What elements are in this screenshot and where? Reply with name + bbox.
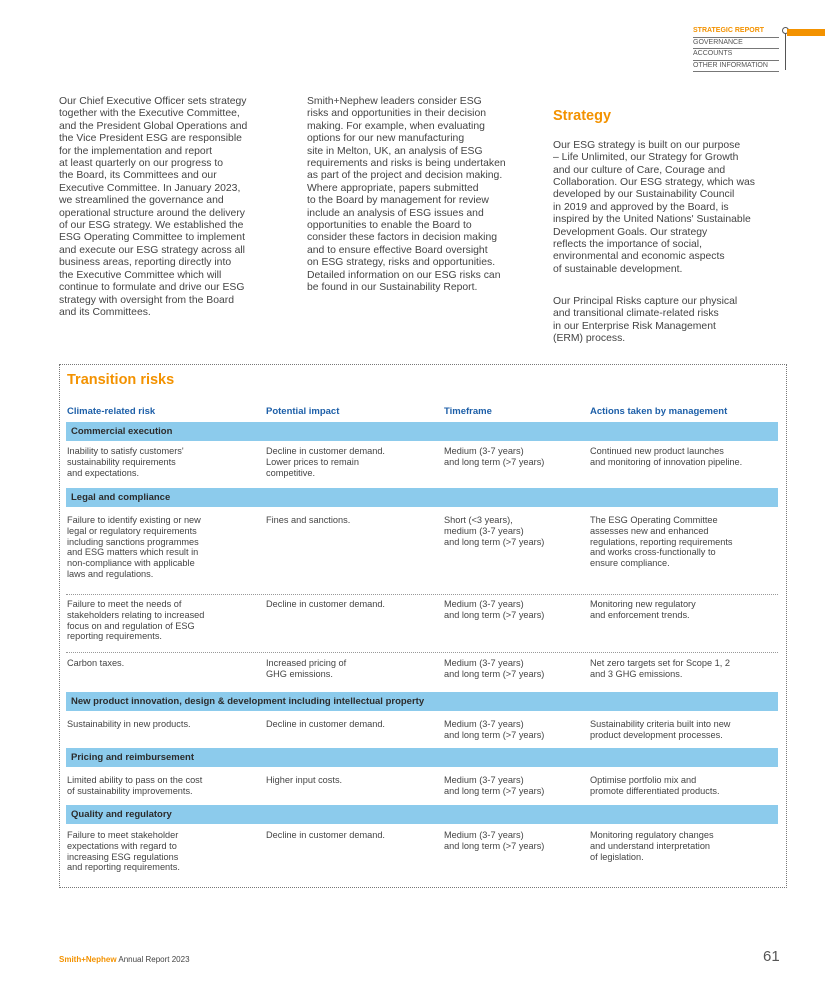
section-band xyxy=(66,422,778,441)
nav-item-accounts[interactable]: ACCOUNTS xyxy=(693,49,779,61)
table-cell-impact: Increased pricing of GHG emissions. xyxy=(266,658,347,679)
footer-report-title: Annual Report 2023 xyxy=(116,955,190,964)
header-climate-risk: Climate-related risk xyxy=(67,406,156,417)
nav-active-tab-icon xyxy=(787,29,825,36)
table-cell-risk: Failure to meet stakeholder expectations with regard to increasing ESG regulations and reporting requirements. xyxy=(67,830,180,873)
table-cell-timeframe: Medium (3-7 years) and long term (>7 years) xyxy=(444,775,545,796)
table-cell-action: Continued new product launches and monitoring of innovation pipeline. xyxy=(590,446,743,467)
strategy-paragraph-1: Our ESG strategy is built on our purpose – Life Unlimited, our Strategy for Growth and our culture of Care, Courage and Collaboration. Our ESG strategy, which was developed by our Sustainability Council in 2019 and approved by the Board, is inspired by the United Nations' Sustainable Development Goals. Our strategy reflects the importance of social, environmental and economic aspects of sustainable development. xyxy=(553,139,755,275)
footer-brand: Smith+Nephew xyxy=(59,955,117,964)
strategy-heading: Strategy xyxy=(553,108,612,125)
table-cell-impact: Fines and sanctions. xyxy=(266,515,351,525)
section-band xyxy=(66,488,778,507)
table-cell-action: Monitoring new regulatory and enforcement trends. xyxy=(590,599,696,620)
table-cell-risk: Limited ability to pass on the cost of sustainability improvements. xyxy=(67,775,203,796)
section-nav xyxy=(693,26,779,72)
header-potential-impact: Potential impact xyxy=(266,406,340,417)
table-cell-impact: Decline in customer demand. xyxy=(266,719,385,729)
table-cell-timeframe: Short (<3 years), medium (3-7 years) and long term (>7 years) xyxy=(444,515,545,547)
table-cell-impact: Higher input costs. xyxy=(266,775,343,785)
table-cell-action: Optimise portfolio mix and promote differentiated products. xyxy=(590,775,720,796)
section-band xyxy=(66,748,778,767)
header-timeframe: Timeframe xyxy=(444,406,492,417)
strategy-column xyxy=(553,96,783,365)
table-cell-action: Net zero targets set for Scope 1, 2 and 3 GHG emissions. xyxy=(590,658,730,679)
section-band xyxy=(66,692,778,711)
section-band xyxy=(66,805,778,824)
nav-item-governance[interactable]: GOVERNANCE xyxy=(693,38,779,50)
section-label: Legal and compliance xyxy=(71,492,171,503)
table-cell-action: The ESG Operating Committee assesses new and enhanced regulations, reporting requirements and works cross-functionally to ensure compliance. xyxy=(590,515,733,569)
intro-column-2: Smith+Nephew leaders consider ESG risks and opportunities in their decision making. For example, when evaluating options for our new manufacturing site in Melton, UK, an analysis of ESG requirements and risks is being undertaken as part of the project and decision making. Where appropriate, papers submitted to the Board by management for review include an analysis of ESG issues and opportunities to enable the Board to consider these factors in decision making and to ensure effective Board oversight on ESG strategy, risks and opportunities. Detailed information on our ESG risks can be found in our Sustainability Report. xyxy=(307,96,506,294)
table-cell-risk: Failure to identify existing or new legal or regulatory requirements including sanctions programmes and ESG matters which result in non-compliance with applicable laws and regulations. xyxy=(67,515,201,579)
table-cell-impact: Decline in customer demand. xyxy=(266,599,385,609)
nav-item-strategic-report[interactable]: STRATEGIC REPORT xyxy=(693,26,779,38)
section-label: New product innovation, design & development including intellectual property xyxy=(71,696,425,707)
section-label: Pricing and reimbursement xyxy=(71,752,195,763)
table-cell-timeframe: Medium (3-7 years) and long term (>7 years) xyxy=(444,599,545,620)
section-label: Commercial execution xyxy=(71,426,173,437)
table-cell-timeframe: Medium (3-7 years) and long term (>7 years) xyxy=(444,719,545,740)
table-cell-risk: Sustainability in new products. xyxy=(67,719,191,729)
table-cell-timeframe: Medium (3-7 years) and long term (>7 years) xyxy=(444,658,545,679)
row-divider xyxy=(66,594,778,595)
header-actions: Actions taken by management xyxy=(590,406,728,417)
section-label: Quality and regulatory xyxy=(71,809,172,820)
table-cell-action: Monitoring regulatory changes and understand interpretation of legislation. xyxy=(590,830,714,862)
table-cell-action: Sustainability criteria built into new product development processes. xyxy=(590,719,731,740)
nav-item-other-information[interactable]: OTHER INFORMATION xyxy=(693,61,779,73)
table-cell-timeframe: Medium (3-7 years) and long term (>7 years) xyxy=(444,446,545,467)
table-cell-risk: Inability to satisfy customers' sustainability requirements and expectations. xyxy=(67,446,184,478)
row-divider xyxy=(66,652,778,653)
intro-column-1: Our Chief Executive Officer sets strategy together with the Executive Committee, and the President Global Operations and the Vice President ESG are responsible for the implementation and report at least quarterly on our progress to the Board, its Committees and our Executive Committee. In January 2023, we streamlined the governance and operational structure around the delivery of our ESG strategy. We established the ESG Operating Committee to implement and execute our ESG strategy across all business areas, reporting directly into the Executive Committee which will continue to formulate and drive our ESG strategy with oversight from the Board and its Committees. xyxy=(59,96,248,318)
table-title: Transition risks xyxy=(67,372,175,388)
page-number: 61 xyxy=(763,948,780,965)
table-cell-risk: Carbon taxes. xyxy=(67,658,125,668)
table-cell-timeframe: Medium (3-7 years) and long term (>7 years) xyxy=(444,830,545,851)
nav-divider xyxy=(785,28,786,70)
table-cell-impact: Decline in customer demand. Lower prices to remain competitive. xyxy=(266,446,385,478)
strategy-paragraph-2: Our Principal Risks capture our physical and transitional climate-related risks in our Enterprise Risk Management (ERM) process. xyxy=(553,295,738,344)
table-cell-impact: Decline in customer demand. xyxy=(266,830,385,840)
table-cell-risk: Failure to meet the needs of stakeholders relating to increased focus on and regulation of ESG reporting requirements. xyxy=(67,599,205,642)
footer xyxy=(59,955,190,964)
